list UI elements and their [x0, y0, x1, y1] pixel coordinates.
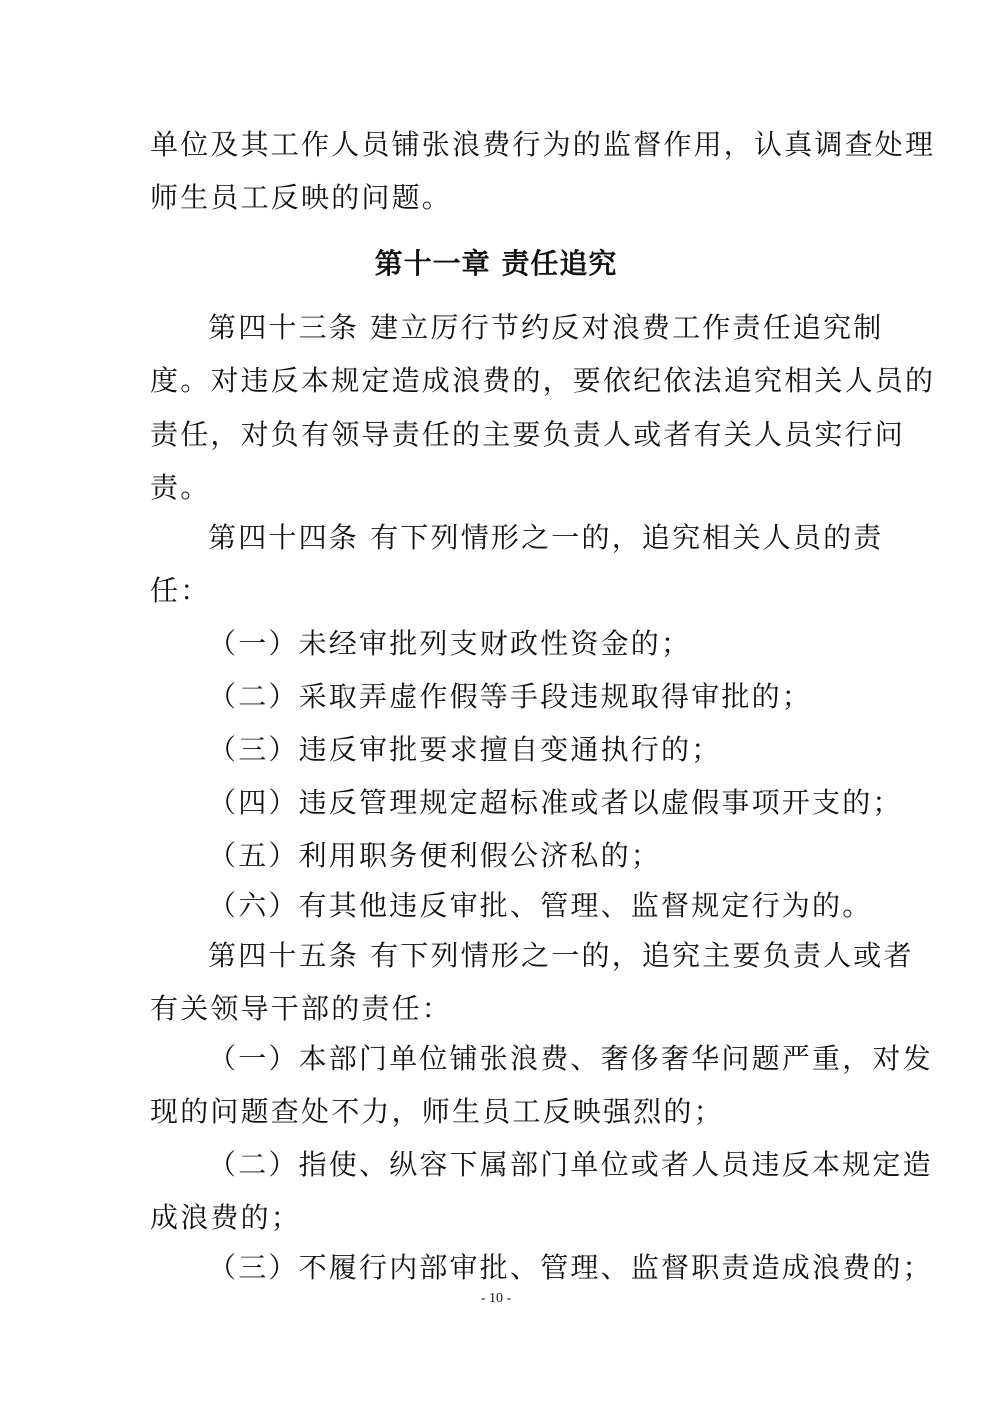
page-number: - 10 -: [480, 1291, 512, 1306]
article-44-item: （三）违反审批要求擅自变通执行的；: [208, 733, 722, 766]
article-44-line: 任：: [150, 574, 211, 607]
article-44-item: （一）未经审批列支财政性资金的；: [208, 627, 692, 660]
article-44-line: 第四十四条 有下列情形之一的，追究相关人员的责: [208, 521, 884, 554]
article-43-line: 第四十三条 建立厉行节约反对浪费工作责任追究制: [208, 311, 884, 344]
article-45-item: （三）不履行内部审批、管理、监督职责造成浪费的；: [208, 1251, 933, 1284]
article-45-item-continuation: 成浪费的；: [150, 1201, 302, 1234]
article-45-item: （一）本部门单位铺张浪费、奢侈奢华问题严重，对发: [208, 1042, 933, 1075]
article-43-line: 责任，对负有领导责任的主要负责人或者有关人员实行问: [150, 418, 906, 451]
article-44-item: （二）采取弄虚作假等手段违规取得审批的；: [208, 680, 813, 713]
article-44-item: （六）有其他违反审批、管理、监督规定行为的。: [208, 889, 873, 922]
article-43-line: 度。对违反本规定造成浪费的，要依纪依法追究相关人员的: [150, 364, 936, 397]
chapter-title: 第十一章 责任追究: [374, 247, 618, 280]
article-45-item-continuation: 现的问题查处不力，师生员工反映强烈的；: [150, 1095, 724, 1128]
article-45-item: （二）指使、纵容下属部门单位或者人员违反本规定造: [208, 1148, 933, 1181]
paragraph-line: 师生员工反映的问题。: [150, 181, 453, 214]
article-45-line: 有关领导干部的责任：: [150, 992, 453, 1025]
article-45-line: 第四十五条 有下列情形之一的，追究主要负责人或者: [208, 939, 914, 972]
article-43-line: 责。: [150, 471, 211, 504]
article-44-item: （四）违反管理规定超标准或者以虚假事项开支的；: [208, 786, 903, 819]
article-44-item: （五）利用职务便利假公济私的；: [208, 839, 662, 872]
paragraph-line: 单位及其工作人员铺张浪费行为的监督作用，认真调查处理: [150, 128, 936, 161]
